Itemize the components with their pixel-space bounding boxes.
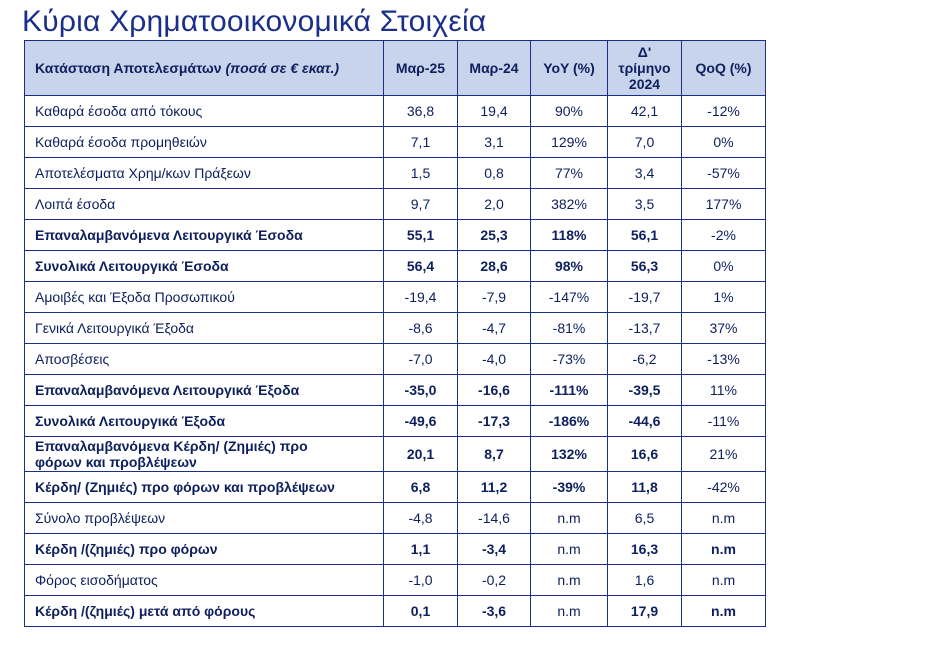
cell-yoy: -39% xyxy=(531,472,608,503)
row-label: Επαναλαμβανόμενα Λειτουργικά Έξοδα xyxy=(25,375,384,406)
header-mar25: Μαρ-25 xyxy=(384,41,458,96)
cell-yoy: 98% xyxy=(531,251,608,282)
row-label: Φόρος εισοδήματος xyxy=(25,565,384,596)
cell-mar24: 25,3 xyxy=(458,220,531,251)
cell-mar25: 36,8 xyxy=(384,96,458,127)
row-label: Αποσβέσεις xyxy=(25,344,384,375)
cell-mar25: 1,1 xyxy=(384,534,458,565)
cell-qoq: -12% xyxy=(682,96,766,127)
cell-mar24: -7,9 xyxy=(458,282,531,313)
cell-q4-2024: 6,5 xyxy=(608,503,682,534)
cell-yoy: 77% xyxy=(531,158,608,189)
cell-q4-2024: -19,7 xyxy=(608,282,682,313)
cell-qoq: 1% xyxy=(682,282,766,313)
cell-q4-2024: 16,6 xyxy=(608,437,682,472)
table-row xyxy=(25,189,766,220)
income-statement-table xyxy=(24,40,766,627)
row-label: Επαναλαμβανόμενα Κέρδη/ (Ζημιές) προ φόρων και προβλέψεων xyxy=(25,437,384,472)
row-label: Κέρδη/ (Ζημιές) προ φόρων και προβλέψεων xyxy=(25,472,384,503)
cell-qoq: n.m xyxy=(682,596,766,627)
row-label: Κέρδη /(ζημιές) προ φόρων xyxy=(25,534,384,565)
table-row xyxy=(25,565,766,596)
cell-qoq: n.m xyxy=(682,503,766,534)
cell-qoq: -2% xyxy=(682,220,766,251)
header-yoy: YoY (%) xyxy=(531,41,608,96)
cell-mar25: 9,7 xyxy=(384,189,458,220)
cell-mar25: 6,8 xyxy=(384,472,458,503)
cell-yoy: n.m xyxy=(531,503,608,534)
cell-q4-2024: -13,7 xyxy=(608,313,682,344)
header-q4-2024: Δ' τρίμηνο 2024 xyxy=(608,41,682,96)
cell-yoy: n.m xyxy=(531,534,608,565)
cell-qoq: -13% xyxy=(682,344,766,375)
cell-mar24: 2,0 xyxy=(458,189,531,220)
cell-yoy: 382% xyxy=(531,189,608,220)
cell-q4-2024: -39,5 xyxy=(608,375,682,406)
cell-qoq: -42% xyxy=(682,472,766,503)
cell-q4-2024: -6,2 xyxy=(608,344,682,375)
row-label: Καθαρά έσοδα προμηθειών xyxy=(25,127,384,158)
cell-mar25: 56,4 xyxy=(384,251,458,282)
cell-qoq: 177% xyxy=(682,189,766,220)
cell-q4-2024: 3,5 xyxy=(608,189,682,220)
row-label: Γενικά Λειτουργικά Έξοδα xyxy=(25,313,384,344)
cell-mar24: -17,3 xyxy=(458,406,531,437)
cell-mar25: -49,6 xyxy=(384,406,458,437)
table-row xyxy=(25,158,766,189)
table-row xyxy=(25,375,766,406)
cell-mar24: -0,2 xyxy=(458,565,531,596)
cell-yoy: 118% xyxy=(531,220,608,251)
cell-mar25: -8,6 xyxy=(384,313,458,344)
cell-mar24: -3,6 xyxy=(458,596,531,627)
cell-yoy: -111% xyxy=(531,375,608,406)
cell-mar24: 8,7 xyxy=(458,437,531,472)
cell-q4-2024: -44,6 xyxy=(608,406,682,437)
header-label-text: Κατάσταση Αποτελεσμάτων xyxy=(35,60,222,76)
table-row xyxy=(25,127,766,158)
cell-mar25: -7,0 xyxy=(384,344,458,375)
cell-qoq: 21% xyxy=(682,437,766,472)
cell-qoq: -57% xyxy=(682,158,766,189)
cell-q4-2024: 1,6 xyxy=(608,565,682,596)
page-title: Κύρια Χρηματοοικονομικά Στοιχεία xyxy=(22,5,487,38)
row-label: Επαναλαμβανόμενα Λειτουργικά Έσοδα xyxy=(25,220,384,251)
table-row xyxy=(25,406,766,437)
cell-yoy: -73% xyxy=(531,344,608,375)
cell-yoy: -81% xyxy=(531,313,608,344)
header-label xyxy=(25,41,384,96)
table-row xyxy=(25,313,766,344)
cell-qoq: 11% xyxy=(682,375,766,406)
cell-q4-2024: 16,3 xyxy=(608,534,682,565)
cell-yoy: -147% xyxy=(531,282,608,313)
table-row xyxy=(25,282,766,313)
cell-q4-2024: 17,9 xyxy=(608,596,682,627)
cell-mar25: 7,1 xyxy=(384,127,458,158)
cell-q4-2024: 3,4 xyxy=(608,158,682,189)
cell-qoq: 37% xyxy=(682,313,766,344)
table-row xyxy=(25,472,766,503)
row-label: Σύνολο προβλέψεων xyxy=(25,503,384,534)
table-row xyxy=(25,251,766,282)
cell-qoq: n.m xyxy=(682,565,766,596)
cell-mar24: 28,6 xyxy=(458,251,531,282)
cell-mar25: 0,1 xyxy=(384,596,458,627)
cell-mar24: -4,7 xyxy=(458,313,531,344)
row-label: Αμοιβές και Έξοδα Προσωπικού xyxy=(25,282,384,313)
cell-mar24: -14,6 xyxy=(458,503,531,534)
cell-mar25: 55,1 xyxy=(384,220,458,251)
cell-qoq: 0% xyxy=(682,251,766,282)
cell-mar24: 19,4 xyxy=(458,96,531,127)
cell-qoq: 0% xyxy=(682,127,766,158)
header-mar24: Μαρ-24 xyxy=(458,41,531,96)
cell-q4-2024: 7,0 xyxy=(608,127,682,158)
cell-q4-2024: 42,1 xyxy=(608,96,682,127)
cell-q4-2024: 11,8 xyxy=(608,472,682,503)
cell-mar24: 0,8 xyxy=(458,158,531,189)
row-label: Συνολικά Λειτουργικά Έξοδα xyxy=(25,406,384,437)
cell-qoq: n.m xyxy=(682,534,766,565)
cell-yoy: n.m xyxy=(531,565,608,596)
table-row xyxy=(25,437,766,472)
cell-q4-2024: 56,1 xyxy=(608,220,682,251)
row-label: Αποτελέσματα Χρημ/κων Πράξεων xyxy=(25,158,384,189)
table-row xyxy=(25,503,766,534)
cell-mar24: -4,0 xyxy=(458,344,531,375)
cell-yoy: 132% xyxy=(531,437,608,472)
cell-mar25: -35,0 xyxy=(384,375,458,406)
cell-q4-2024: 56,3 xyxy=(608,251,682,282)
header-qoq: QoQ (%) xyxy=(682,41,766,96)
table-row xyxy=(25,596,766,627)
cell-mar25: -19,4 xyxy=(384,282,458,313)
table-row xyxy=(25,220,766,251)
table-header-row xyxy=(25,41,766,96)
cell-mar25: -1,0 xyxy=(384,565,458,596)
table-row xyxy=(25,344,766,375)
row-label: Συνολικά Λειτουργικά Έσοδα xyxy=(25,251,384,282)
row-label: Λοιπά έσοδα xyxy=(25,189,384,220)
cell-mar24: -16,6 xyxy=(458,375,531,406)
header-unit: (ποσά σε € εκατ.) xyxy=(225,60,340,76)
cell-mar25: 1,5 xyxy=(384,158,458,189)
cell-yoy: -186% xyxy=(531,406,608,437)
cell-mar24: -3,4 xyxy=(458,534,531,565)
table-row xyxy=(25,534,766,565)
cell-mar24: 3,1 xyxy=(458,127,531,158)
cell-yoy: n.m xyxy=(531,596,608,627)
row-label: Κέρδη /(ζημιές) μετά από φόρους xyxy=(25,596,384,627)
cell-qoq: -11% xyxy=(682,406,766,437)
table-row xyxy=(25,96,766,127)
cell-yoy: 129% xyxy=(531,127,608,158)
cell-mar25: -4,8 xyxy=(384,503,458,534)
cell-mar24: 11,2 xyxy=(458,472,531,503)
row-label: Καθαρά έσοδα από τόκους xyxy=(25,96,384,127)
cell-mar25: 20,1 xyxy=(384,437,458,472)
cell-yoy: 90% xyxy=(531,96,608,127)
